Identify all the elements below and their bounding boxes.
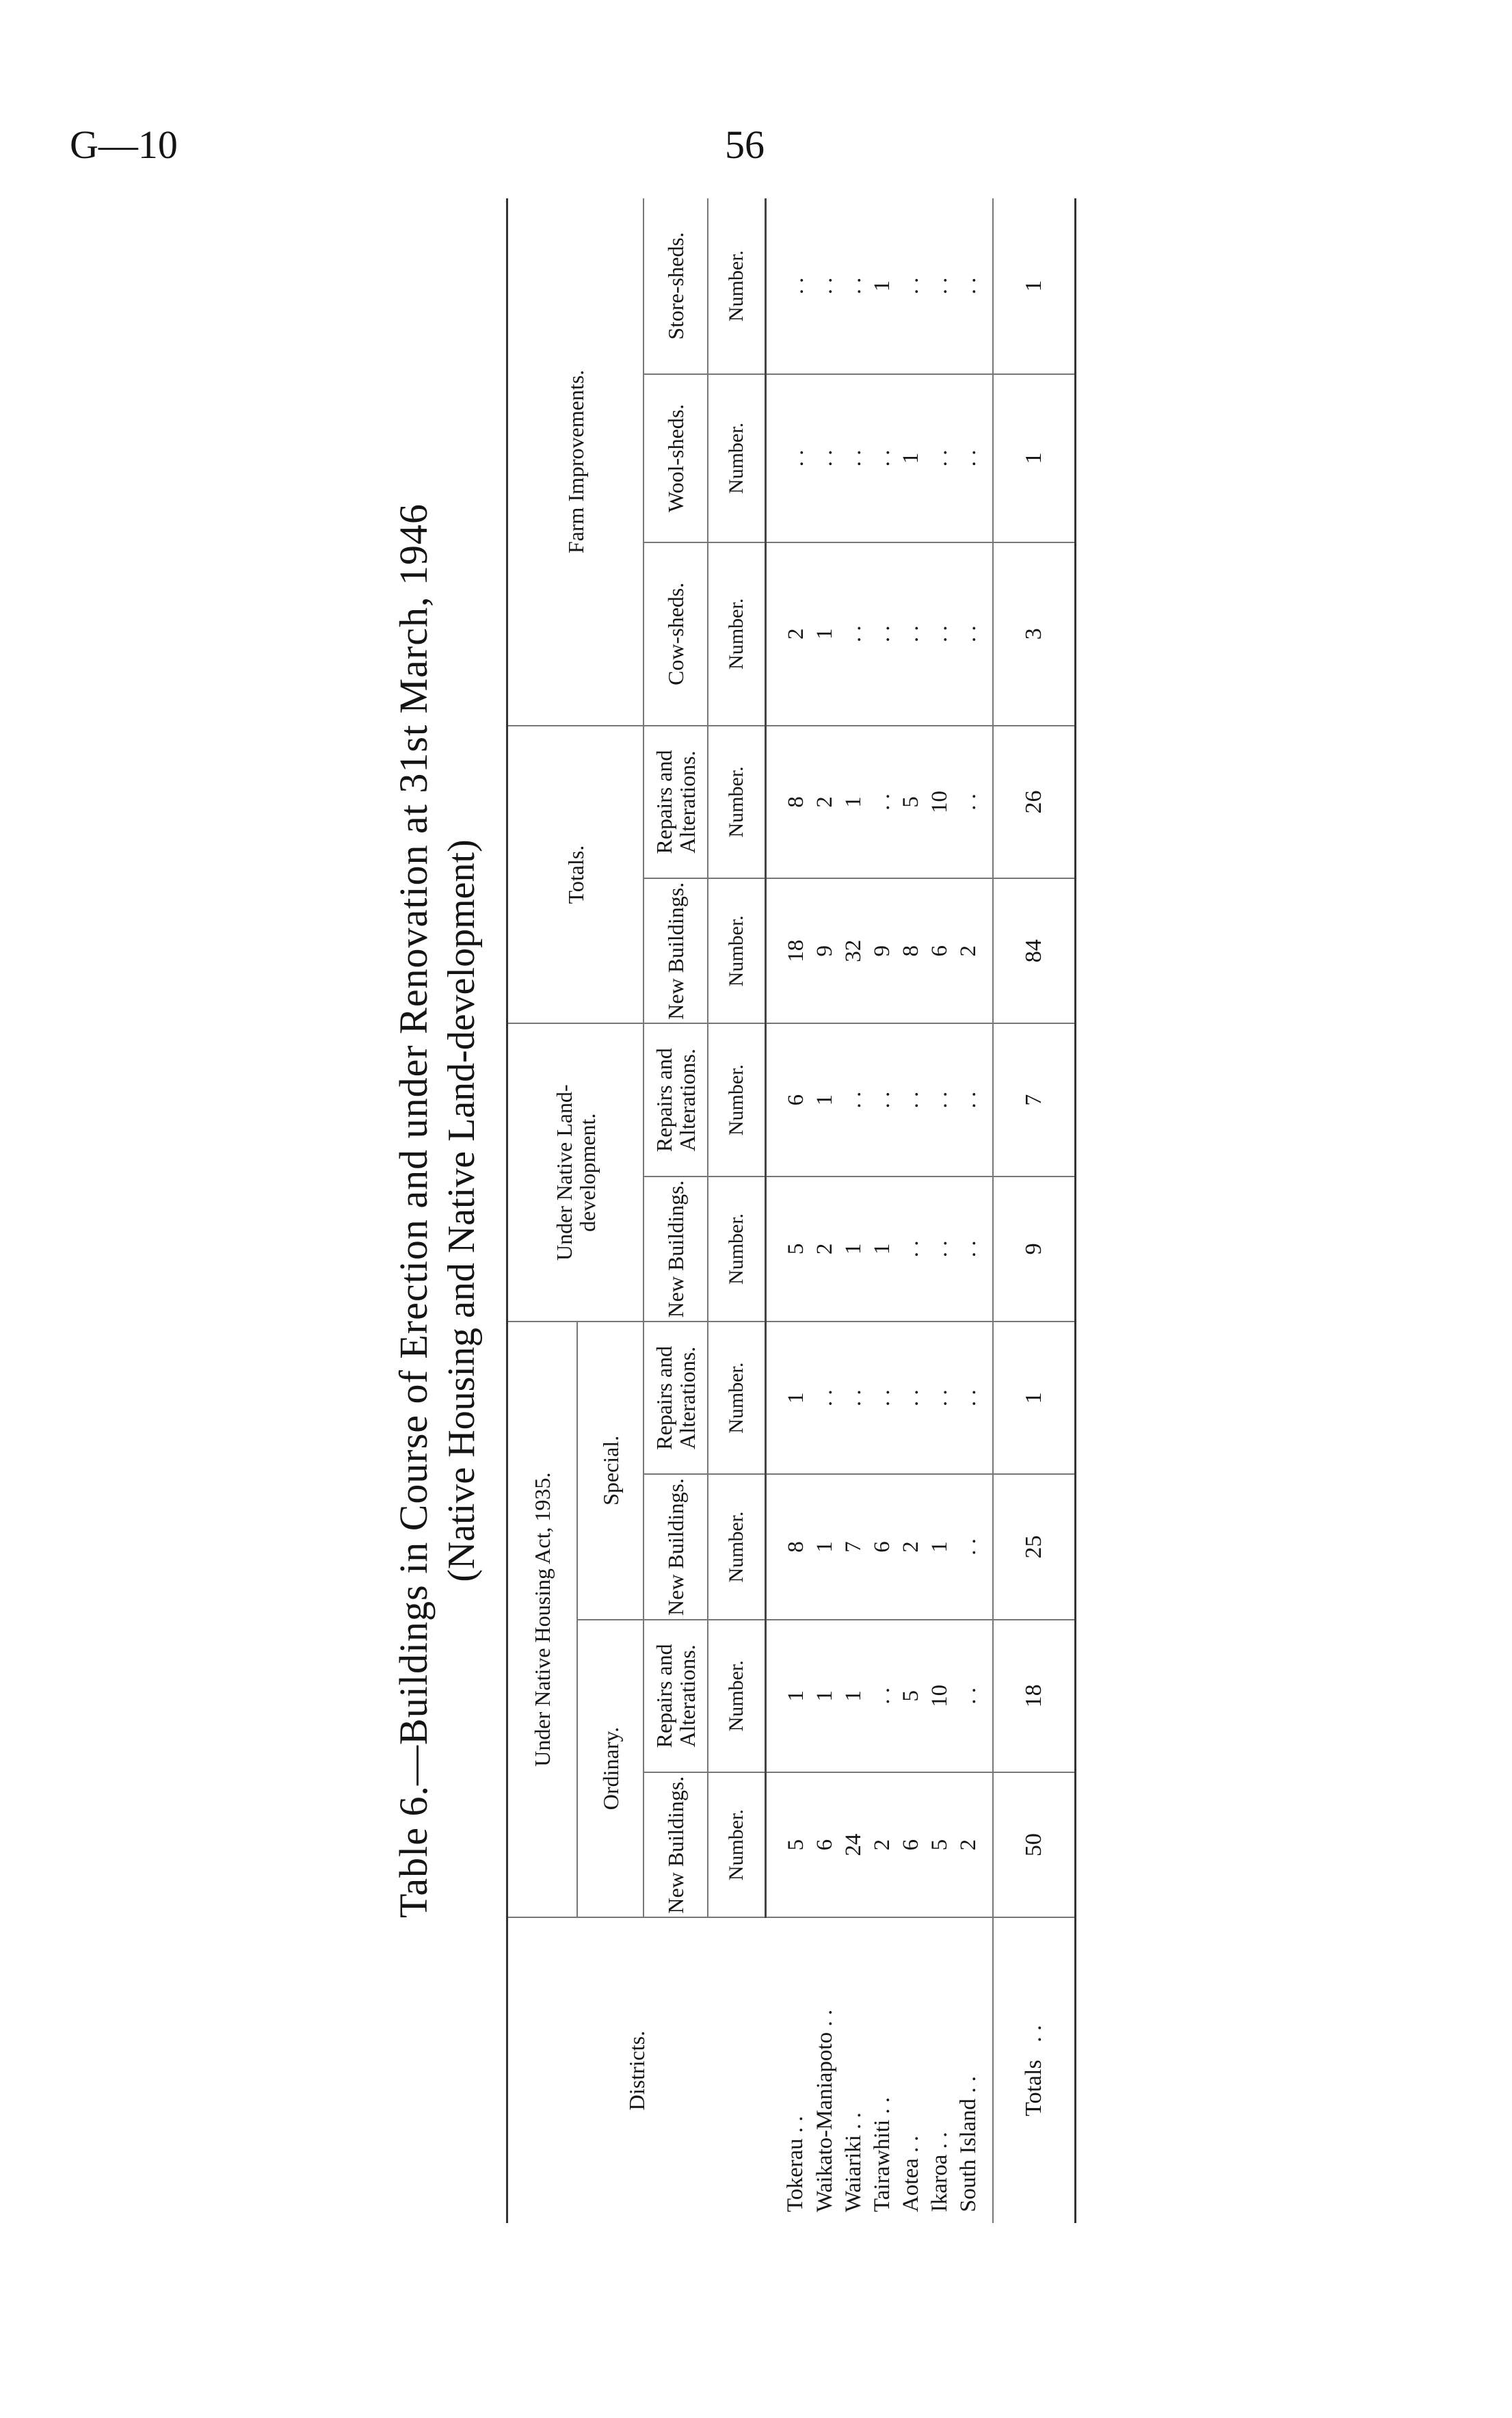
cell: 1	[839, 1177, 868, 1322]
total-cell: 1	[993, 198, 1076, 374]
totals-repairs-header: Repairs and Alterations.	[644, 726, 708, 878]
table-row	[925, 198, 954, 2223]
unit-label: Number.	[708, 1474, 766, 1619]
cow-sheds-header: Cow-sheds.	[644, 542, 708, 726]
buildings-table	[506, 198, 1076, 2223]
cell: 18	[766, 878, 811, 1023]
cell: . .	[954, 1177, 993, 1322]
wool-sheds-header: Wool-sheds.	[644, 374, 708, 542]
districts-header: Districts.	[624, 2030, 650, 2111]
cell: 2	[954, 1772, 993, 1917]
cell: 1	[839, 1620, 868, 1772]
district-name: Waikato-Maniapoto . .	[812, 2009, 837, 2212]
special-repairs-header: Repairs and Alterations.	[644, 1322, 708, 1474]
cell: . .	[766, 374, 811, 542]
cell: 2	[954, 878, 993, 1023]
table-subtitle: (Native Housing and Native Land-development)	[440, 839, 483, 1582]
cell: . .	[954, 198, 993, 374]
cell: . .	[868, 542, 897, 726]
cell: 1	[810, 1474, 839, 1619]
cell: . .	[839, 1023, 868, 1176]
cell: 5	[925, 1772, 954, 1917]
rotated-table-block	[390, 185, 1108, 2237]
page-number: 56	[725, 122, 765, 167]
cell: 6	[925, 878, 954, 1023]
total-cell: 7	[993, 1023, 1076, 1176]
cell: . .	[954, 1474, 993, 1619]
totals-header: Totals.	[507, 726, 644, 1024]
cell: 9	[868, 878, 897, 1023]
cell: . .	[766, 198, 811, 374]
farm-improvements-header: Farm Improvements.	[507, 198, 644, 726]
cell: 9	[810, 878, 839, 1023]
table-row	[839, 198, 868, 2223]
total-cell: 1	[993, 374, 1076, 542]
ordinary-new-buildings-header: New Buildings.	[644, 1772, 708, 1917]
unit-label: Number.	[708, 198, 766, 374]
district-name: Tairawhiti . .	[869, 2097, 894, 2212]
cell: 8	[897, 878, 925, 1023]
cell: . .	[810, 198, 839, 374]
cell: 1	[810, 542, 839, 726]
cell: 2	[810, 1177, 839, 1322]
cell: 1	[766, 1322, 811, 1474]
unit-label: Number.	[708, 1322, 766, 1474]
cell: 1	[766, 1620, 811, 1772]
cell: . .	[954, 542, 993, 726]
special-header: Special.	[577, 1322, 644, 1620]
total-cell: 9	[993, 1177, 1076, 1322]
table-title: Table 6.—Buildings in Course of Erection and under Renovation at 31st March, 1946	[391, 503, 436, 1918]
totals-new-buildings-header: New Buildings.	[644, 878, 708, 1023]
total-cell: 3	[993, 542, 1076, 726]
cell: 2	[810, 726, 839, 878]
nld-new-buildings-header: New Buildings.	[644, 1177, 708, 1322]
cell: 6	[766, 1023, 811, 1176]
cell: . .	[954, 726, 993, 878]
cell: . .	[925, 1322, 954, 1474]
cell: . .	[868, 726, 897, 878]
cell: . .	[925, 1177, 954, 1322]
unit-label: Number.	[708, 1177, 766, 1322]
cell: . .	[868, 1322, 897, 1474]
unit-label: Number.	[708, 1023, 766, 1176]
cell: 1	[810, 1023, 839, 1176]
cell: 5	[897, 1620, 925, 1772]
cell: . .	[810, 1322, 839, 1474]
total-cell: 25	[993, 1474, 1076, 1619]
cell: . .	[868, 374, 897, 542]
cell: 2	[868, 1772, 897, 1917]
table-row	[897, 198, 925, 2223]
totals-row	[993, 198, 1076, 2223]
cell: 10	[925, 726, 954, 878]
district-name: Aotea . .	[898, 2136, 923, 2212]
table-title-block	[390, 185, 486, 2237]
cell: 5	[766, 1772, 811, 1917]
district-name: Waiariki . .	[840, 2112, 866, 2212]
district-name: South Island . .	[955, 2076, 981, 2212]
ordinary-repairs-header: Repairs and Alterations.	[644, 1620, 708, 1772]
cell: 1	[925, 1474, 954, 1619]
cell: . .	[897, 1023, 925, 1176]
cell: . .	[897, 1177, 925, 1322]
unit-label: Number.	[708, 726, 766, 878]
cell: . .	[897, 542, 925, 726]
cell: 6	[868, 1474, 897, 1619]
page-header-code: G—10	[70, 122, 178, 167]
cell: 7	[839, 1474, 868, 1619]
table-row	[954, 198, 993, 2223]
table-row	[810, 198, 839, 2223]
cell: . .	[954, 1620, 993, 1772]
cell: 32	[839, 878, 868, 1023]
cell: 24	[839, 1772, 868, 1917]
unit-label: Number.	[708, 542, 766, 726]
total-cell: 50	[993, 1772, 1076, 1917]
land-development-header: Under Native Land-development.	[507, 1023, 644, 1322]
unit-label: Number.	[708, 1772, 766, 1917]
cell: 8	[766, 1474, 811, 1619]
nld-repairs-header: Repairs and Alterations.	[644, 1023, 708, 1176]
cell: 1	[897, 374, 925, 542]
cell: . .	[954, 374, 993, 542]
cell: . .	[925, 1023, 954, 1176]
cell: . .	[868, 1620, 897, 1772]
cell: 1	[868, 198, 897, 374]
table-row	[868, 198, 897, 2223]
total-cell: 84	[993, 878, 1076, 1023]
cell: . .	[839, 198, 868, 374]
cell: . .	[868, 1023, 897, 1176]
cell: 1	[868, 1177, 897, 1322]
total-cell: 18	[993, 1620, 1076, 1772]
cell: 1	[810, 1620, 839, 1772]
cell: 6	[897, 1772, 925, 1917]
ordinary-header: Ordinary.	[577, 1620, 644, 1918]
native-housing-act-header: Under Native Housing Act, 1935.	[507, 1322, 578, 1917]
district-name: Tokerau . .	[782, 2116, 808, 2212]
cell: 6	[810, 1772, 839, 1917]
cell: . .	[925, 542, 954, 726]
cell: . .	[839, 542, 868, 726]
total-cell: 1	[993, 1322, 1076, 1474]
cell: 10	[925, 1620, 954, 1772]
cell: . .	[897, 198, 925, 374]
cell: . .	[925, 198, 954, 374]
cell: 5	[897, 726, 925, 878]
table-row	[766, 198, 811, 2223]
special-new-buildings-header: New Buildings.	[644, 1474, 708, 1619]
store-sheds-header: Store-sheds.	[644, 198, 708, 374]
cell: . .	[897, 1322, 925, 1474]
cell: 2	[897, 1474, 925, 1619]
cell: . .	[954, 1322, 993, 1474]
totals-label: Totals . .	[993, 1917, 1076, 2223]
cell: 1	[839, 726, 868, 878]
unit-label: Number.	[708, 1620, 766, 1772]
unit-label: Number.	[708, 878, 766, 1023]
cell: 5	[766, 1177, 811, 1322]
cell: . .	[925, 374, 954, 542]
cell: . .	[839, 374, 868, 542]
district-name: Ikaroa . .	[927, 2131, 952, 2212]
cell: . .	[810, 374, 839, 542]
cell: 2	[766, 542, 811, 726]
unit-label: Number.	[708, 374, 766, 542]
cell: . .	[839, 1322, 868, 1474]
cell: . .	[954, 1023, 993, 1176]
total-cell: 26	[993, 726, 1076, 878]
cell: 8	[766, 726, 811, 878]
